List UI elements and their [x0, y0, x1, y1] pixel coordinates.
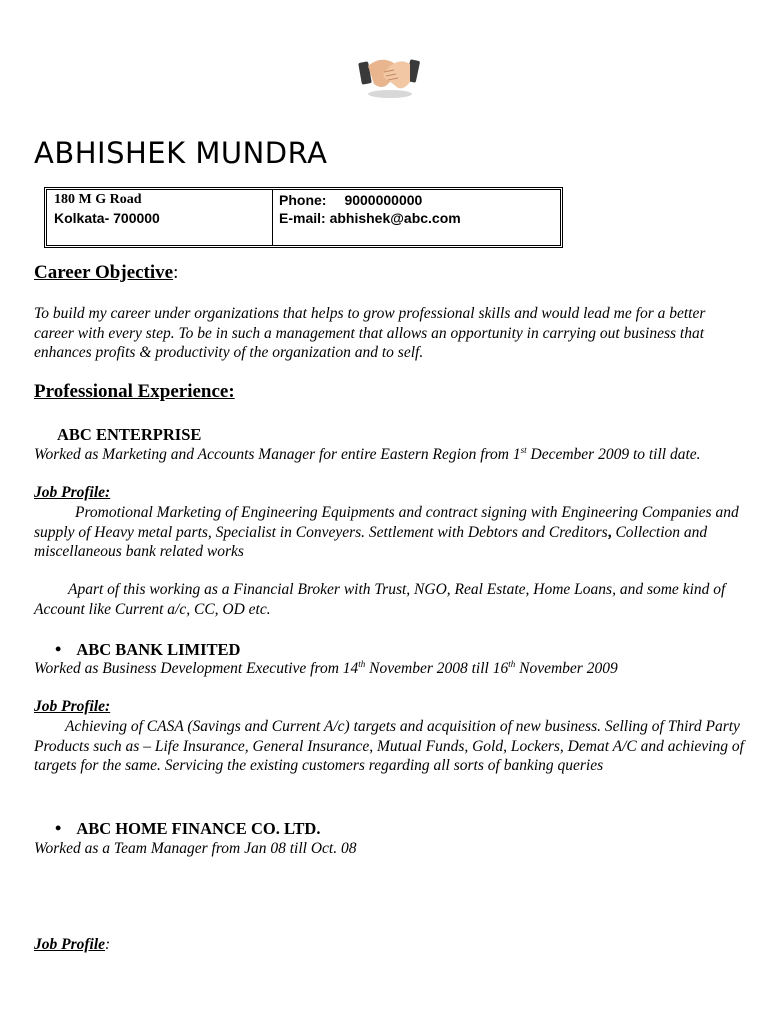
job-profile-comma: , [607, 523, 612, 541]
handshake-icon [358, 48, 422, 102]
job-profile-label-text: Job Profile [34, 936, 106, 953]
bullet: • [55, 818, 62, 838]
job-profile-label [34, 936, 110, 954]
ordinal-suffix: th [508, 658, 516, 669]
phone-email-cell [273, 190, 560, 245]
job-summary: Worked as a Team Manager from Jan 08 till Oct. 08 [34, 840, 357, 857]
job-profile-label: Job Profile: [34, 484, 111, 501]
job-summary-part: Worked as Business Development Executive from 14 [34, 660, 359, 677]
job-profile-part: Promotional Marketing of Engineering Equipments and contract signing with Engineering Companies and supply of Heavy metal parts, Specialist in Conveyers. Settlement with Debtors and Creditors [34, 504, 739, 541]
ordinal-suffix: th [358, 658, 366, 669]
company-abc-home-finance [55, 818, 320, 839]
phone-label: Phone: [279, 192, 327, 208]
job-profile-part: Collection and miscellaneous bank related works [34, 523, 708, 560]
job-summary-part: November 2008 till 16 [365, 660, 509, 677]
career-objective-heading-text: Career Objective [34, 262, 174, 283]
job-profile-label: Job Profile: [34, 698, 111, 715]
professional-experience-heading [34, 381, 235, 403]
career-objective-text: To build my career under organizations that helps to grow professional skills and would lead me for a better career with every step. To be in such a management that allows an opportunity in carrying out business that enhances profits & productivity of the organization and to self. [34, 305, 706, 361]
job-profile-extra: Apart of this working as a Financial Broker with Trust, NGO, Real Estate, Home Loans, and some kind of Account like Current a/c, CC, OD etc. [34, 581, 726, 618]
address-line-1: 180 M G Road [54, 192, 142, 207]
phone-value: 9000000000 [344, 192, 423, 208]
job-summary [34, 446, 701, 464]
job-summary-part: November 2009 [515, 660, 618, 677]
contact-table [44, 187, 563, 248]
job-profile-colon: : [105, 936, 111, 953]
job-summary [34, 660, 618, 678]
job-profile-text: Achieving of CASA (Savings and Current A/c) targets and acquisition of new business. Selling of Third Party Products such as – Life Insurance, General Insurance, Mutual Funds, Gold, Lockers, Demat A/C and achieving of targets for the same. Servicing the existing customers regarding all sorts of banking queries [34, 718, 744, 774]
career-objective-heading [34, 262, 178, 284]
bullet: • [55, 639, 62, 659]
company-name: ABC BANK LIMITED [76, 640, 241, 659]
email-line: E-mail: abhishek@abc.com [279, 210, 461, 226]
job-profile-text [34, 503, 746, 562]
company-abc-enterprise: ABC ENTERPRISE [57, 425, 202, 444]
address-cell [47, 190, 273, 245]
candidate-name: ABHISHEK MUNDRA [34, 136, 328, 170]
company-name: ABC HOME FINANCE CO. LTD. [76, 819, 321, 838]
address-line-2: Kolkata- 700000 [54, 210, 160, 226]
job-summary-part: December 2009 to till date. [526, 446, 701, 463]
professional-experience-heading-text: Professional Experience: [34, 381, 235, 402]
career-objective-colon: : [173, 262, 179, 283]
phone-line [279, 192, 422, 208]
ordinal-suffix: st [520, 444, 527, 455]
company-abc-bank [55, 639, 240, 660]
job-summary-part: Worked as Marketing and Accounts Manager for entire Eastern Region from 1 [34, 446, 521, 463]
